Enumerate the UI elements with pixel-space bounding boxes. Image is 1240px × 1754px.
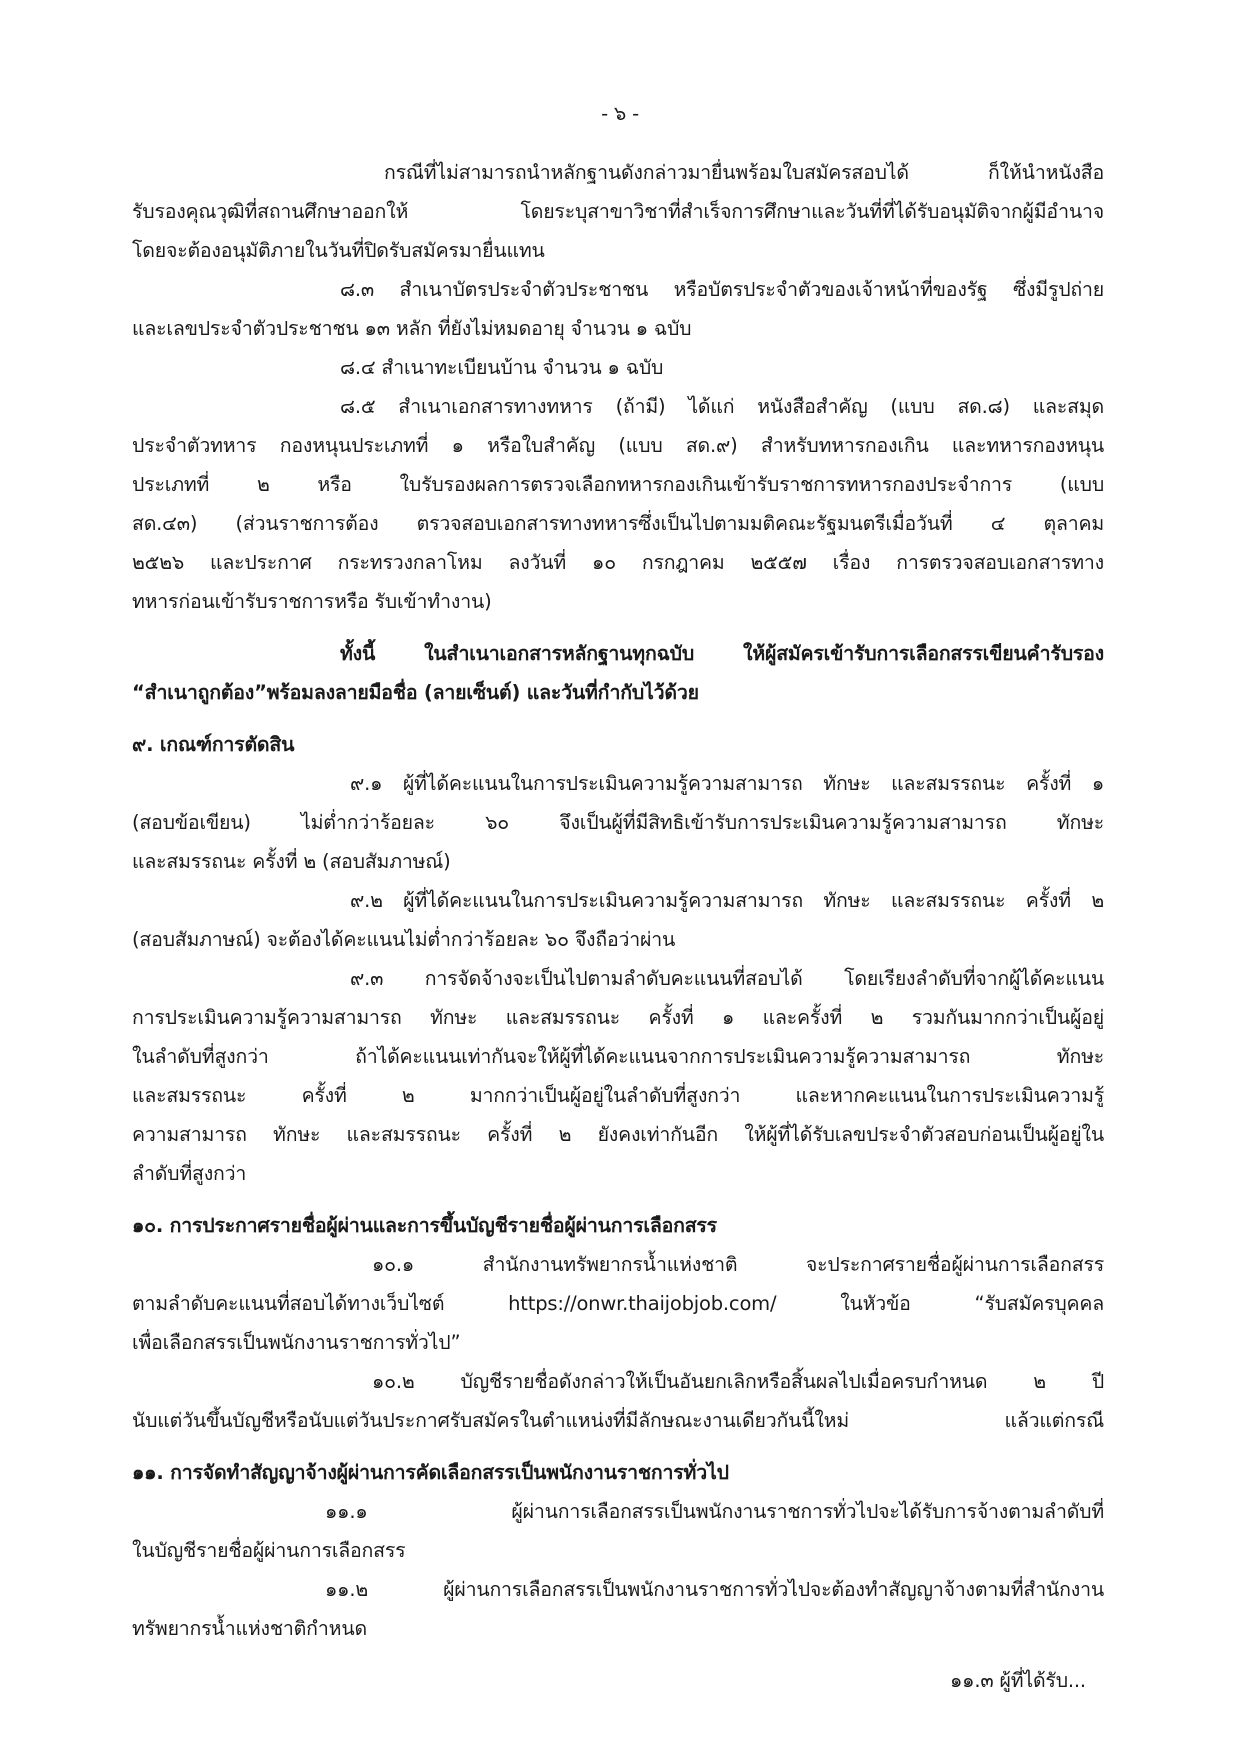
text-line: และเลขประจำตัวประชาชน ๑๓ หลัก ที่ยังไม่หมดอายุ จำนวน ๑ ฉบับ (132, 317, 692, 340)
text-line: โดยจะต้องอนุมัติภายในวันที่ปิดรับสมัครมายื่นแทน (132, 239, 545, 262)
text-line: ๙.๒ ผู้ที่ได้คะแนนในการประเมินความรู้ความสามารถ ทักษะ และสมรรถนะ ครั้งที่ ๒ (350, 889, 1104, 912)
text-line: (สอบสัมภาษณ์) จะต้องได้คะแนนไม่ต่ำกว่าร้อยละ ๖๐ จึงถือว่าผ่าน (132, 928, 676, 951)
notice-line: ทั้งนี้ ในสำเนาเอกสารหลักฐานทุกฉบับ ให้ผู้สมัครเข้ารับการเลือกสรรเขียนคำรับรอง (340, 642, 1104, 665)
continuation-text: ๑๑.๓ ผู้ที่ได้รับ... (950, 1669, 1086, 1692)
text-line: ประเภทที่ ๒ หรือ ใบรับรองผลการตรวจเลือกทหารกองเกินเข้ารับราชการทหารกองประจำการ (แบบ (132, 473, 1104, 496)
text-line: ในบัญชีรายชื่อผู้ผ่านการเลือกสรร (132, 1539, 406, 1562)
text-line: ๘.๔ สำเนาทะเบียนบ้าน จำนวน ๑ ฉบับ (340, 356, 664, 379)
section-heading: ๑๐. การประกาศรายชื่อผู้ผ่านและการขึ้นบัญชีรายชื่อผู้ผ่านการเลือกสรร (132, 1214, 717, 1237)
text-line: ทหารก่อนเข้ารับราชการหรือ รับเข้าทำงาน) (132, 590, 492, 613)
text-line: สด.๔๓) (ส่วนราชการต้อง ตรวจสอบเอกสารทางทหารซึ่งเป็นไปตามมติคณะรัฐมนตรีเมื่อวันที่ ๔ ตุลาคม (132, 512, 1104, 535)
text-line: รับรองคุณวุฒิที่สถานศึกษาออกให้ โดยระบุสาขาวิชาที่สำเร็จการศึกษาและวันที่ที่ได้รับอนุมัติจากผู้มีอำนาจ (132, 200, 1104, 223)
text-line: ๘.๓ สำเนาบัตรประจำตัวประชาชน หรือบัตรประจำตัวของเจ้าหน้าที่ของรัฐ ซึ่งมีรูปถ่าย (340, 278, 1104, 301)
text-line: ๘.๕ สำเนาเอกสารทางทหาร (ถ้ามี) ได้แก่ หนังสือสำคัญ (แบบ สด.๘) และสมุด (340, 395, 1104, 418)
text-line: ๑๐.๑ สำนักงานทรัพยากรน้ำแห่งชาติ จะประกาศรายชื่อผู้ผ่านการเลือกสรร (372, 1253, 1104, 1276)
text-line: ๙.๑ ผู้ที่ได้คะแนนในการประเมินความรู้ความสามารถ ทักษะ และสมรรถนะ ครั้งที่ ๑ (350, 772, 1104, 795)
section-heading: ๙. เกณฑ์การตัดสิน (132, 733, 295, 756)
text-line: การประเมินความรู้ความสามารถ ทักษะ และสมรรถนะ ครั้งที่ ๑ และครั้งที่ ๒ รวมกันมากกว่าเป็นผู้อยู่ (132, 1006, 1104, 1029)
text-line: ๑๑.๑ ผู้ผ่านการเลือกสรรเป็นพนักงานราชการทั่วไปจะได้รับการจ้างตามลำดับที่ (325, 1500, 1104, 1523)
text-line: เพื่อเลือกสรรเป็นพนักงานราชการทั่วไป” (132, 1331, 461, 1354)
text-line: ๒๕๒๖ และประกาศ กระทรวงกลาโหม ลงวันที่ ๑๐ กรกฎาคม ๒๕๕๗ เรื่อง การตรวจสอบเอกสารทาง (132, 551, 1104, 574)
text-line: ๙.๓ การจัดจ้างจะเป็นไปตามลำดับคะแนนที่สอบได้ โดยเรียงลำดับที่จากผู้ได้คะแนน (350, 967, 1104, 990)
text-line: และสมรรถนะ ครั้งที่ ๒ มากกว่าเป็นผู้อยู่ในลำดับที่สูงกว่า และหากคะแนนในการประเมินความรู้ (132, 1084, 1104, 1107)
text-line: นับแต่วันขึ้นบัญชีหรือนับแต่วันประกาศรับสมัครในตำแหน่งที่มีลักษณะงานเดียวกันนี้ใหม่ แล้วแต่กรณี (132, 1409, 1104, 1432)
text-line: ในลำดับที่สูงกว่า ถ้าได้คะแนนเท่ากันจะให้ผู้ที่ได้คะแนนจากการประเมินความรู้ความสามารถ ทักษะ (132, 1045, 1104, 1068)
text-line: ตามลำดับคะแนนที่สอบได้ทางเว็บไซต์ https://onwr.thaijobjob.com/ ในหัวข้อ “รับสมัครบุคคล (132, 1292, 1104, 1315)
text-line: ๑๑.๒ ผู้ผ่านการเลือกสรรเป็นพนักงานราชการทั่วไปจะต้องทำสัญญาจ้างตามที่สำนักงาน (325, 1578, 1104, 1601)
section-heading: ๑๑. การจัดทำสัญญาจ้างผู้ผ่านการคัดเลือกสรรเป็นพนักงานราชการทั่วไป (132, 1461, 729, 1484)
page-number: - ๖ - (601, 102, 639, 125)
text-line: (สอบข้อเขียน) ไม่ต่ำกว่าร้อยละ ๖๐ จึงเป็นผู้ที่มีสิทธิเข้ารับการประเมินความรู้ความสามารถ ทักษะ (132, 811, 1104, 834)
text-line: ทรัพยากรน้ำแห่งชาติกำหนด (132, 1617, 367, 1640)
text-line: ประจำตัวทหาร กองหนุนประเภทที่ ๑ หรือใบสำคัญ (แบบ สด.๙) สำหรับทหารกองเกิน และทหารกองหนุน (132, 434, 1104, 457)
text-line: ลำดับที่สูงกว่า (132, 1162, 247, 1185)
text-line: ความสามารถ ทักษะ และสมรรถนะ ครั้งที่ ๒ ยังคงเท่ากันอีก ให้ผู้ที่ได้รับเลขประจำตัวสอบก่อนเป็นผู้อยู่ใน (132, 1123, 1104, 1146)
text-line: และสมรรถนะ ครั้งที่ ๒ (สอบสัมภาษณ์) (132, 850, 451, 873)
text-line: ๑๐.๒ บัญชีรายชื่อดังกล่าวให้เป็นอันยกเลิกหรือสิ้นผลไปเมื่อครบกำหนด ๒ ปี (372, 1370, 1104, 1393)
notice-line: “สำเนาถูกต้อง”พร้อมลงลายมือชื่อ (ลายเซ็นต์) และวันที่กำกับไว้ด้วย (132, 681, 699, 704)
text-line: กรณีที่ไม่สามารถนำหลักฐานดังกล่าวมายื่นพร้อมใบสมัครสอบได้ ก็ให้นำหนังสือ (384, 161, 1104, 184)
